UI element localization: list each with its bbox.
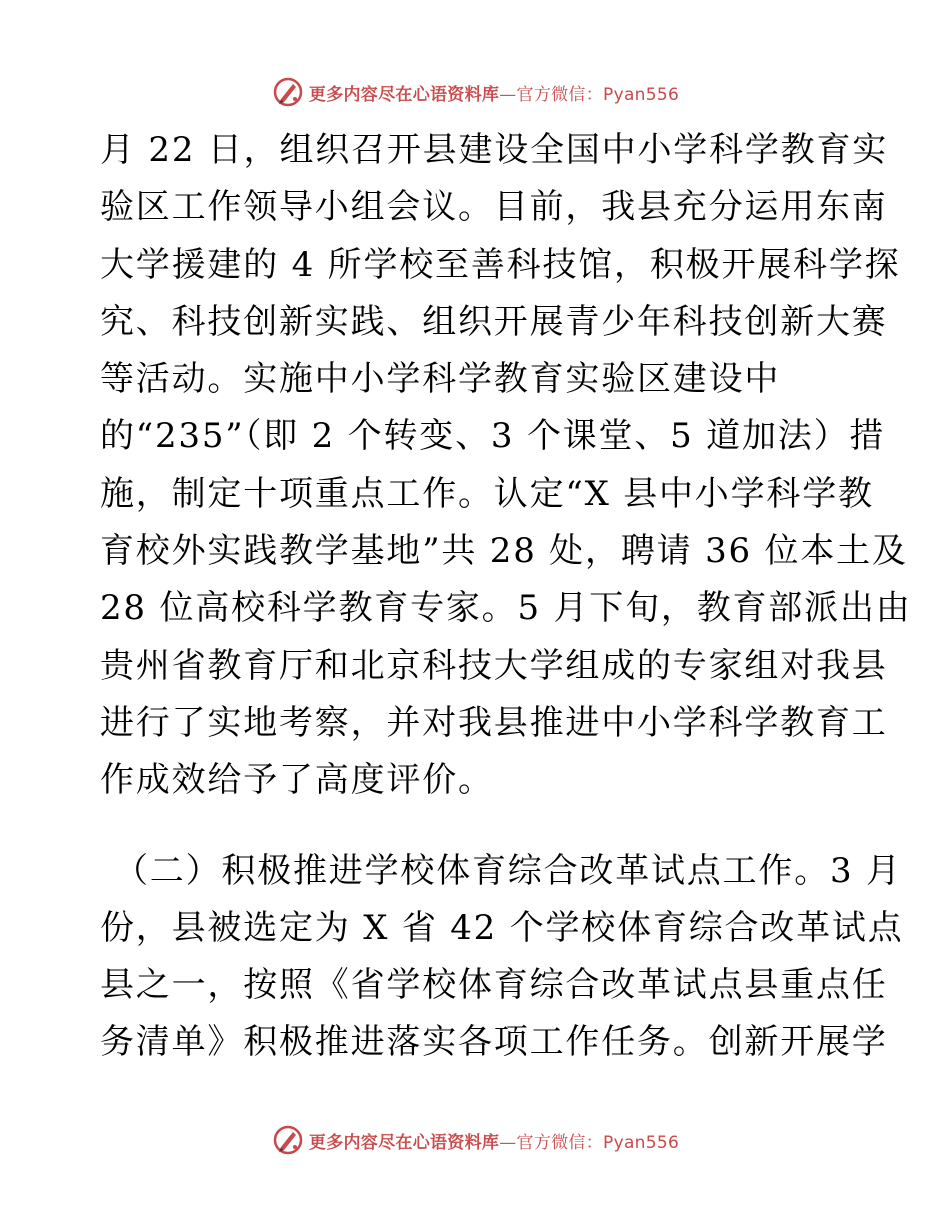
watermark-separator: — xyxy=(499,1132,517,1153)
text-line: 份，县被选定为 X 省 42 个学校体育综合改革试点 xyxy=(100,907,904,948)
watermark-contact-id: Pyan556 xyxy=(603,1132,680,1153)
text-line: 进行了实地考察，并对我县推进中小学科学教育工 xyxy=(100,702,888,743)
text-line: 务清单》积极推进落实各项工作任务。创新开展学 xyxy=(100,1022,888,1063)
header-watermark xyxy=(0,72,950,112)
pen-logo-icon xyxy=(271,75,305,109)
watermark-contact-label: 官方微信： xyxy=(516,84,604,105)
pen-logo-icon xyxy=(271,1123,305,1157)
watermark-brand: 更多内容尽在心语资料库 xyxy=(308,84,500,105)
text-line: 月 22 日，组织召开县建设全国中小学科学教育实 xyxy=(100,130,889,170)
footer-watermark xyxy=(0,1120,950,1160)
watermark-contact-id: Pyan556 xyxy=(603,84,680,105)
text-line: 验区工作领导小组会议。目前，我县充分运用东南 xyxy=(100,187,888,228)
paragraph-gap xyxy=(100,810,860,843)
text-line: 的“235”（即 2 个转变、3 个课堂、5 道加法）措 xyxy=(100,416,886,457)
text-line: 贵州省教育厅和北京科技大学组成的专家组对我县 xyxy=(100,645,888,686)
text-line: 育校外实践教学基地”共 28 处，聘请 36 位本土及 xyxy=(100,531,908,572)
document-body xyxy=(100,122,912,1072)
text-line: 作成效给予了高度评价。 xyxy=(100,760,494,801)
text-line: 施，制定十项重点工作。认定“X 县中小学科学教 xyxy=(100,473,874,514)
text-line: 究、科技创新实践、组织开展青少年科技创新大赛 xyxy=(100,301,888,342)
section-heading-line: （二）积极推进学校体育综合改革试点工作。3 月 xyxy=(114,850,902,891)
text-line: 28 位高校科学教育专家。5 月下旬，教育部派出由 xyxy=(100,588,912,629)
text-line: 大学援建的 4 所学校至善科技馆，积极开展科学探 xyxy=(100,244,901,285)
text-line: 等活动。实施中小学科学教育实验区建设中 xyxy=(100,359,781,400)
watermark-brand: 更多内容尽在心语资料库 xyxy=(308,1132,500,1153)
paragraph-2 xyxy=(100,843,904,1072)
paragraph-1 xyxy=(100,122,912,810)
text-line: 县之一，按照《省学校体育综合改革试点县重点任 xyxy=(100,965,888,1006)
watermark-separator: — xyxy=(499,84,517,105)
watermark-contact-label: 官方微信： xyxy=(516,1132,604,1153)
